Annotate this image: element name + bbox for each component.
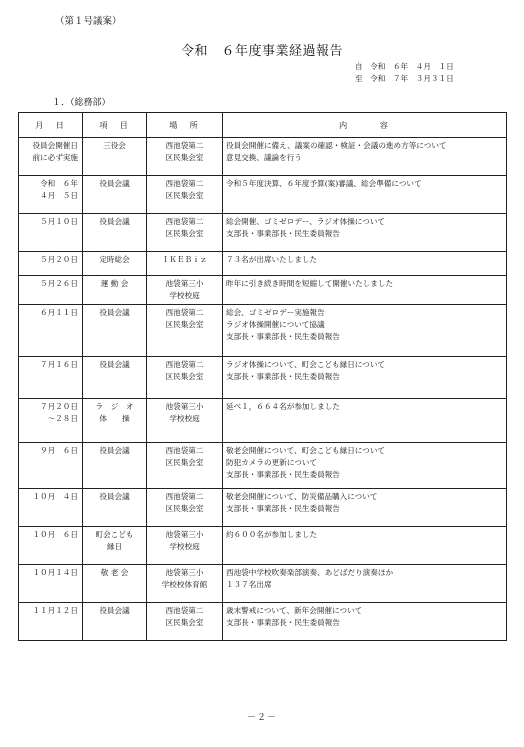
page-title: 令和 ６年度事業経過報告 [180,44,343,59]
table-header-row [19,113,507,138]
row-date: ５月１０日 [19,214,83,252]
row-item: 敬 老 会 [83,565,147,603]
row-place: ＩＫＥＢｉｚ [147,252,223,276]
row-content: 総会、ゴミゼロデー実施報告 ラジオ体操開催について協議 支部長・事業部長・民生委員報告 [223,305,507,357]
activity-table [18,112,507,641]
table-row [19,603,507,641]
row-place: 池袋第三小 学校校庭 [147,276,223,305]
table-row [19,305,507,357]
section-title: １．（総務部） [52,98,111,108]
row-place: 西池袋第二 区民集会室 [147,357,223,399]
period-from: 自 令和 ６年 ４月 １日 [355,62,454,71]
table-row [19,138,507,176]
row-place: 西池袋第二 区民集会室 [147,603,223,641]
row-content: ラジオ体操について、町会こども縁日について 支部長・事業部長・民生委員報告 [223,357,507,399]
row-place: 西池袋第二 区民集会室 [147,305,223,357]
table-row [19,527,507,565]
header-item: 項 目 [83,113,147,138]
table-row [19,276,507,305]
row-date: ５月２６日 [19,276,83,305]
row-date: １０月 ６日 [19,527,83,565]
row-content: 役員会開催に備え、議案の確認・検証・会議の進め方等について 意見交換、議論を行う [223,138,507,176]
row-place: 池袋第三小 学校校庭 [147,527,223,565]
row-item: 役員会議 [83,603,147,641]
header-place: 場 所 [147,113,223,138]
row-content: 西池袋中学校吹奏楽部演奏、あどばだり演奏ほか １３７名出席 [223,565,507,603]
row-item: 役員会議 [83,443,147,489]
row-item: 役員会議 [83,489,147,527]
row-item: 三役会 [83,138,147,176]
table-row [19,252,507,276]
table-row [19,443,507,489]
row-place: 西池袋第二 区民集会室 [147,214,223,252]
row-place: 池袋第三小 学校校庭 [147,399,223,443]
table-row [19,489,507,527]
row-content: 約６００名が参加しました [223,527,507,565]
row-item: 定時総会 [83,252,147,276]
row-content: 敬老会開催について、防災備品購入について 支部長・事業部長・民生委員報告 [223,489,507,527]
row-item: 運 動 会 [83,276,147,305]
row-date: ９月 ６日 [19,443,83,489]
header-date: 月 日 [19,113,83,138]
row-date: １１月１２日 [19,603,83,641]
row-content: 総会開催、ゴミゼロデー、ラジオ体操について 支部長・事業部長・民生委員報告 [223,214,507,252]
row-item: 役員会議 [83,176,147,214]
table-row [19,399,507,443]
row-date: ５月２０日 [19,252,83,276]
row-content: 敬老会開催について、町会こども縁日について 防犯カメラの更新について 支部長・事業部長・民生委員報告 [223,443,507,489]
row-place: 西池袋第二 区民集会室 [147,176,223,214]
table-row [19,214,507,252]
row-item: 役員会議 [83,214,147,252]
header-content: 内 容 [223,113,507,138]
row-date: １０月 ４日 [19,489,83,527]
agenda-label: （第１号議案） [55,16,122,27]
row-content: 延べ１，６６４名が参加しました [223,399,507,443]
row-place: 池袋第三小 学校校体育館 [147,565,223,603]
table-row [19,357,507,399]
row-content: 昨年に引き続き時間を短縮して開催いたしました [223,276,507,305]
row-content: 令和５年度決算、６年度予算(案)審議、総会準備について [223,176,507,214]
table-row [19,176,507,214]
row-place: 西池袋第二 区民集会室 [147,138,223,176]
row-item: 役員会議 [83,357,147,399]
row-item: 役員会議 [83,305,147,357]
period-to: 至 令和 ７年 ３月３１日 [355,74,454,83]
row-date: １０月１４日 [19,565,83,603]
page-number: －２－ [246,713,277,723]
row-content: ７３名が出席いたしました [223,252,507,276]
row-place: 西池袋第二 区民集会室 [147,489,223,527]
row-date: ７月１６日 [19,357,83,399]
row-date: ７月２０日 ～２８日 [19,399,83,443]
row-date: 令和 ６年 ４月 ５日 [19,176,83,214]
row-content: 歳末警戒について、新年会開催について 支部長・事業部長・民生委員報告 [223,603,507,641]
row-date: ６月１１日 [19,305,83,357]
row-item: ラ ジ オ 体 操 [83,399,147,443]
report-period [355,61,454,85]
row-place: 西池袋第二 区民集会室 [147,443,223,489]
row-date: 役員会開催日 前に必ず実施 [19,138,83,176]
row-item: 町会こども 縁日 [83,527,147,565]
table-row [19,565,507,603]
table-body [19,138,507,641]
